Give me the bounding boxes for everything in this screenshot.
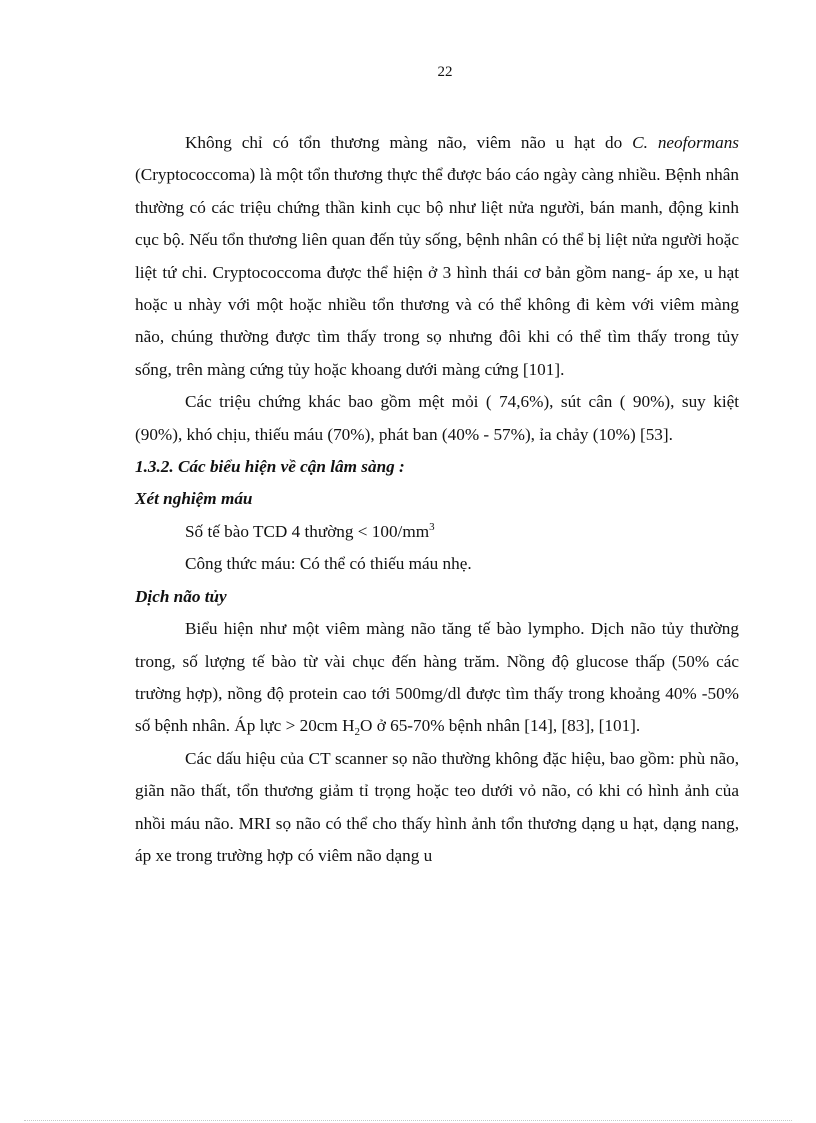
paragraph-csf-end: O ở 65-70% bệnh nhân [14], [83], [101]. [360, 716, 641, 736]
subheading-blood-test: Xét nghiệm máu [135, 489, 253, 509]
blood-cd4-text: Số tế bào TCD 4 thường < 100/mm [185, 521, 430, 541]
paragraph-csf-main: Biểu hiện như một viêm màng não tăng tế bào lympho. Dịch não tủy thường trong, số lượng tế bào từ vài chục đến hàng trăm. Nồng độ glucose thấp (50% các trường hợp), nồng độ protein cao tới 500mg/dl được tìm thấy trong khoảng 40% -50% số bệnh nhân. Áp lực > 20cm H [135, 619, 739, 736]
page-number: 22 [437, 64, 453, 80]
blood-cd4-line [135, 516, 739, 548]
paragraph-cryptococcoma [135, 127, 739, 386]
section-heading-subclinical: 1.3.2. Các biểu hiện về cận lâm sàng : [135, 457, 405, 477]
paragraph-csf [135, 613, 739, 743]
species-name: C. neoformans [632, 133, 739, 152]
superscript-three: 3 [429, 520, 435, 533]
page-bottom-border [24, 1120, 792, 1121]
paragraph-other-symptoms: Các triệu chứng khác bao gồm mệt mỏi ( 74,6%), sút cân ( 90%), suy kiệt (90%), khó chịu, thiếu máu (70%), phát ban (40% - 57%), ỉa chảy (10%) [53]. [135, 392, 739, 444]
document-body [135, 127, 739, 872]
paragraph-cryptococcoma-intro: Không chỉ có tổn thương màng não, viêm não u hạt do [185, 133, 633, 152]
subscript-two: 2 [354, 726, 360, 739]
paragraph-cryptococcoma-body: (Cryptococcoma) là một tổn thương thực thể được báo cáo ngày càng nhiều. Bệnh nhân thường có các triệu chứng thần kinh cục bộ như liệt nửa người, bán manh, động kinh cục bộ. Nếu tổn thương liên quan đến tủy sống, bệnh nhân có thể bị liệt nửa người hoặc liệt tứ chi. Cryptococcoma được thể hiện ở 3 hình thái cơ bản gồm nang- áp xe, u hạt hoặc u nhày với một hoặc nhiều tổn thương và có thể không đi kèm với viêm màng não, chúng thường được tìm thấy trong sọ nhưng đôi khi có thể tìm thấy trong tủy sống, trên màng cứng tủy hoặc khoang dưới màng cứng [101]. [135, 165, 739, 379]
blood-formula-line: Công thức máu: Có thể có thiếu máu nhẹ. [185, 554, 472, 574]
subheading-csf: Dịch não tủy [135, 586, 227, 606]
paragraph-ct-scanner: Các dấu hiệu của CT scanner sọ não thường không đặc hiệu, bao gồm: phù não, giãn não thất, tổn thương giảm tỉ trọng hoặc teo dưới vỏ não, có khi có hình ảnh của nhồi máu não. MRI sọ não có thể cho thấy hình ảnh tổn thương dạng u hạt, dạng nang, áp xe trong trường hợp có viêm não dạng u [135, 748, 739, 865]
